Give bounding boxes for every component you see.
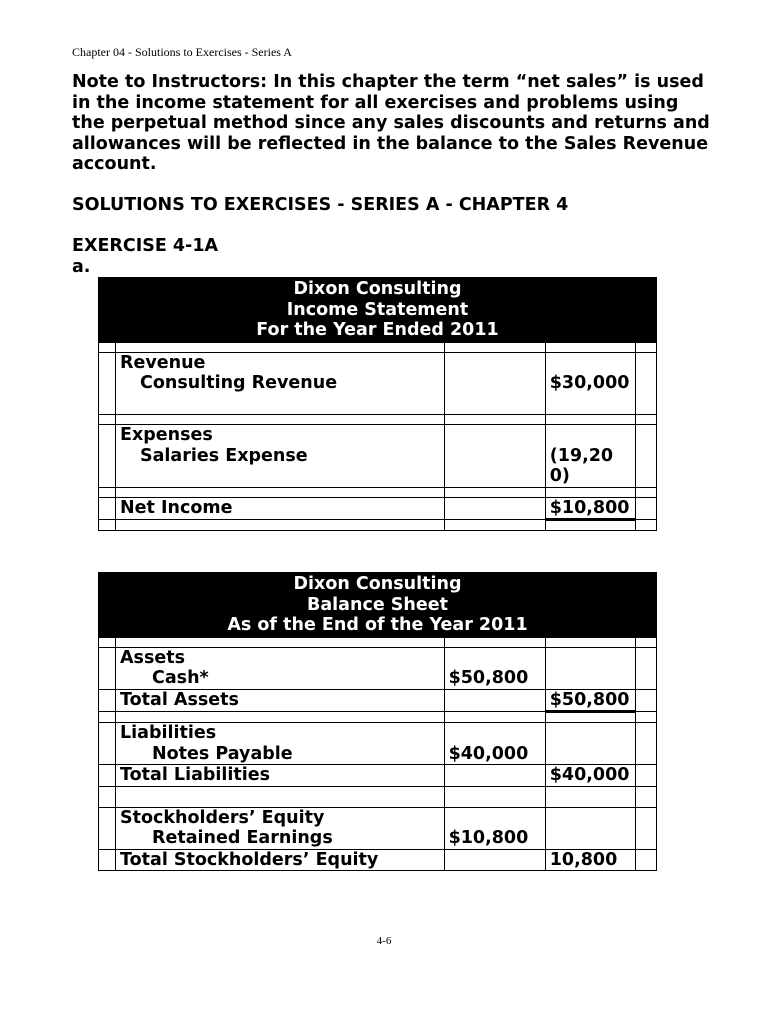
exercise-title: EXERCISE 4-1A	[72, 236, 219, 256]
table-row	[99, 849, 657, 871]
cash-amount: $50,800	[444, 647, 545, 689]
table-row	[99, 723, 657, 765]
section-title: SOLUTIONS TO EXERCISES - SERIES A - CHAPTER 4	[72, 195, 569, 215]
table-row	[99, 807, 657, 849]
liabilities-label: Liabilities Notes Payable	[116, 723, 445, 765]
table-row	[99, 425, 657, 488]
table-row	[99, 689, 657, 712]
total-assets-amount: $50,800	[545, 689, 635, 712]
balance-sheet-table	[98, 572, 657, 871]
statement-name: Income Statement	[286, 299, 469, 320]
salaries-expense-amount: (19,200)	[545, 425, 635, 488]
total-liabilities-amount: $40,000	[545, 765, 635, 787]
page-header: Chapter 04 - Solutions to Exercises - Series A	[72, 45, 292, 59]
retained-earnings-amount: $10,800	[444, 807, 545, 849]
expenses-label: Expenses Salaries Expense	[116, 425, 445, 488]
total-liabilities-label: Total Liabilities	[116, 765, 445, 787]
statement-period: For the Year Ended 2011	[256, 320, 499, 340]
assets-label: Assets Cash*	[116, 647, 445, 689]
consulting-revenue-label: Consulting Revenue	[140, 373, 338, 393]
instructor-note: Note to Instructors: In this chapter the term “net sales” is used in the income statement for all exercises and problems using the perpetual method since any sales discounts and returns and allowances will be reflected in the balance to the Sales Revenue account.	[72, 72, 710, 174]
statement-period: As of the End of the Year 2011	[227, 615, 528, 635]
company-name: Dixon Consulting	[293, 279, 462, 299]
part-label: a.	[72, 257, 91, 277]
table-row	[99, 786, 657, 807]
table-row	[99, 647, 657, 689]
net-income-amount: $10,800	[545, 497, 635, 520]
page-number: 4-6	[376, 935, 392, 947]
table-row	[99, 765, 657, 787]
net-income-label: Net Income	[116, 497, 445, 520]
statement-name: Balance Sheet	[307, 594, 448, 615]
total-equity-label: Total Stockholders’ Equity	[116, 849, 445, 871]
income-statement-table	[98, 277, 657, 531]
table-row	[99, 352, 657, 415]
consulting-revenue-amount: $30,000	[545, 352, 635, 415]
equity-label: Stockholders’ Equity Retained Earnings	[116, 807, 445, 849]
balance-sheet-header	[99, 573, 657, 638]
income-statement-header	[99, 278, 657, 343]
notes-payable-label: Notes Payable	[152, 743, 293, 764]
cash-label: Cash*	[152, 668, 209, 688]
revenue-label: Revenue Consulting Revenue	[116, 352, 445, 415]
retained-earnings-label: Retained Earnings	[152, 828, 333, 848]
table-row	[99, 497, 657, 520]
total-equity-amount: 10,800	[545, 849, 635, 871]
notes-payable-amount: $40,000	[444, 723, 545, 765]
salaries-expense-label: Salaries Expense	[140, 445, 308, 466]
total-assets-label: Total Assets	[116, 689, 445, 712]
company-name: Dixon Consulting	[293, 574, 462, 594]
